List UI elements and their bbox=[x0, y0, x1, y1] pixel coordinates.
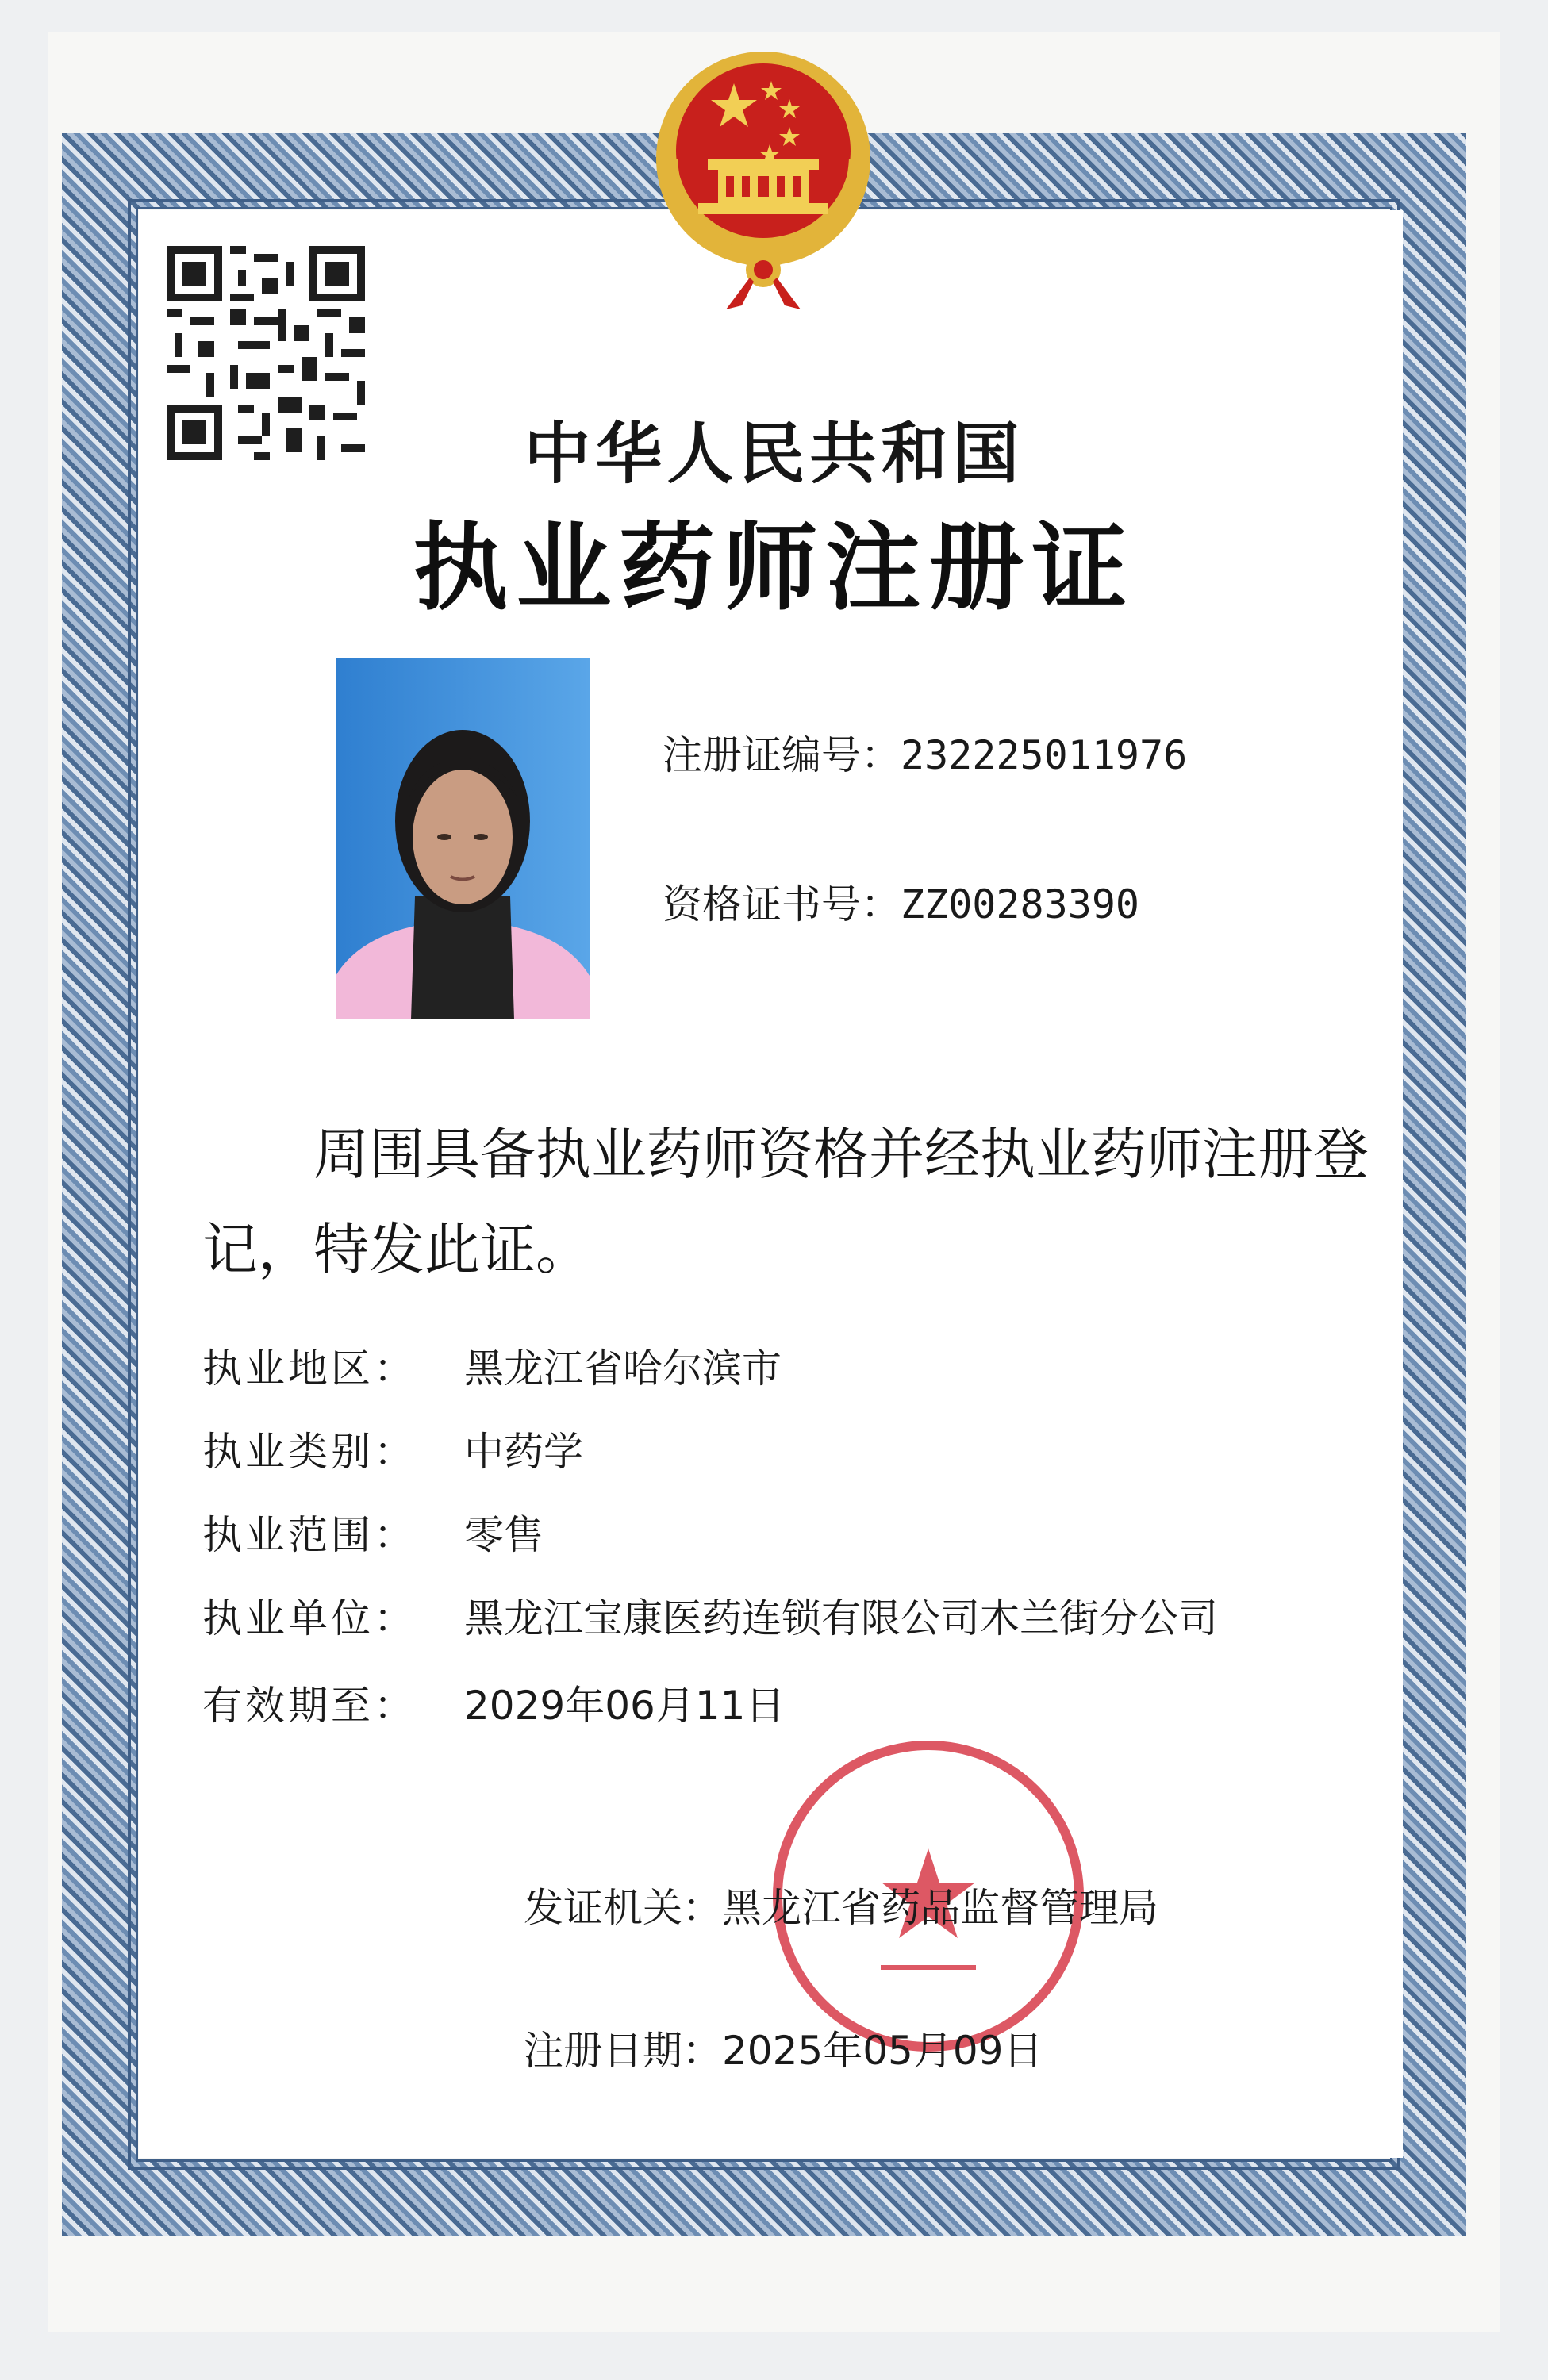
issuer-value: 黑龙江省药品监督管理局 bbox=[722, 1885, 1158, 1931]
detail-row-category bbox=[202, 1420, 583, 1477]
detail-value: 黑龙江宝康医药连锁有限公司木兰街分公司 bbox=[464, 1595, 1218, 1641]
detail-label: 执业单位： bbox=[202, 1595, 417, 1641]
detail-row-area bbox=[202, 1337, 782, 1394]
detail-label: 有效期至： bbox=[202, 1683, 417, 1729]
holder-photo bbox=[336, 658, 590, 1019]
certification-statement: 周围具备执业药师资格并经执业药师注册登记，特发此证。 bbox=[202, 1122, 1369, 1282]
detail-label: 执业类别： bbox=[202, 1429, 417, 1475]
issuer-label: 发证机关： bbox=[524, 1885, 722, 1931]
detail-value: 中药学 bbox=[464, 1429, 583, 1475]
registration-date-label: 注册日期： bbox=[524, 2028, 722, 2074]
qualification-number-value: ZZ00283390 bbox=[901, 881, 1140, 927]
certificate-title: 执业药师注册证 bbox=[413, 513, 1135, 624]
country-title: 中华人民共和国 bbox=[524, 414, 1024, 493]
detail-row-expiry bbox=[202, 1674, 786, 1731]
detail-value: 2029年06月11日 bbox=[464, 1683, 786, 1729]
registration-number-value: 232225011976 bbox=[901, 732, 1188, 778]
detail-row-employer bbox=[202, 1587, 1218, 1644]
detail-label: 执业地区： bbox=[202, 1345, 417, 1392]
qualification-number-label: 资格证书号： bbox=[663, 881, 901, 927]
registration-number-label: 注册证编号： bbox=[663, 732, 901, 778]
registration-date-value: 2025年05月09日 bbox=[722, 2028, 1043, 2074]
detail-label: 执业范围： bbox=[202, 1512, 417, 1558]
detail-value: 零售 bbox=[464, 1512, 544, 1558]
detail-row-scope bbox=[202, 1503, 544, 1560]
detail-value: 黑龙江省哈尔滨市 bbox=[464, 1345, 782, 1392]
national-emblem-icon bbox=[651, 40, 877, 313]
